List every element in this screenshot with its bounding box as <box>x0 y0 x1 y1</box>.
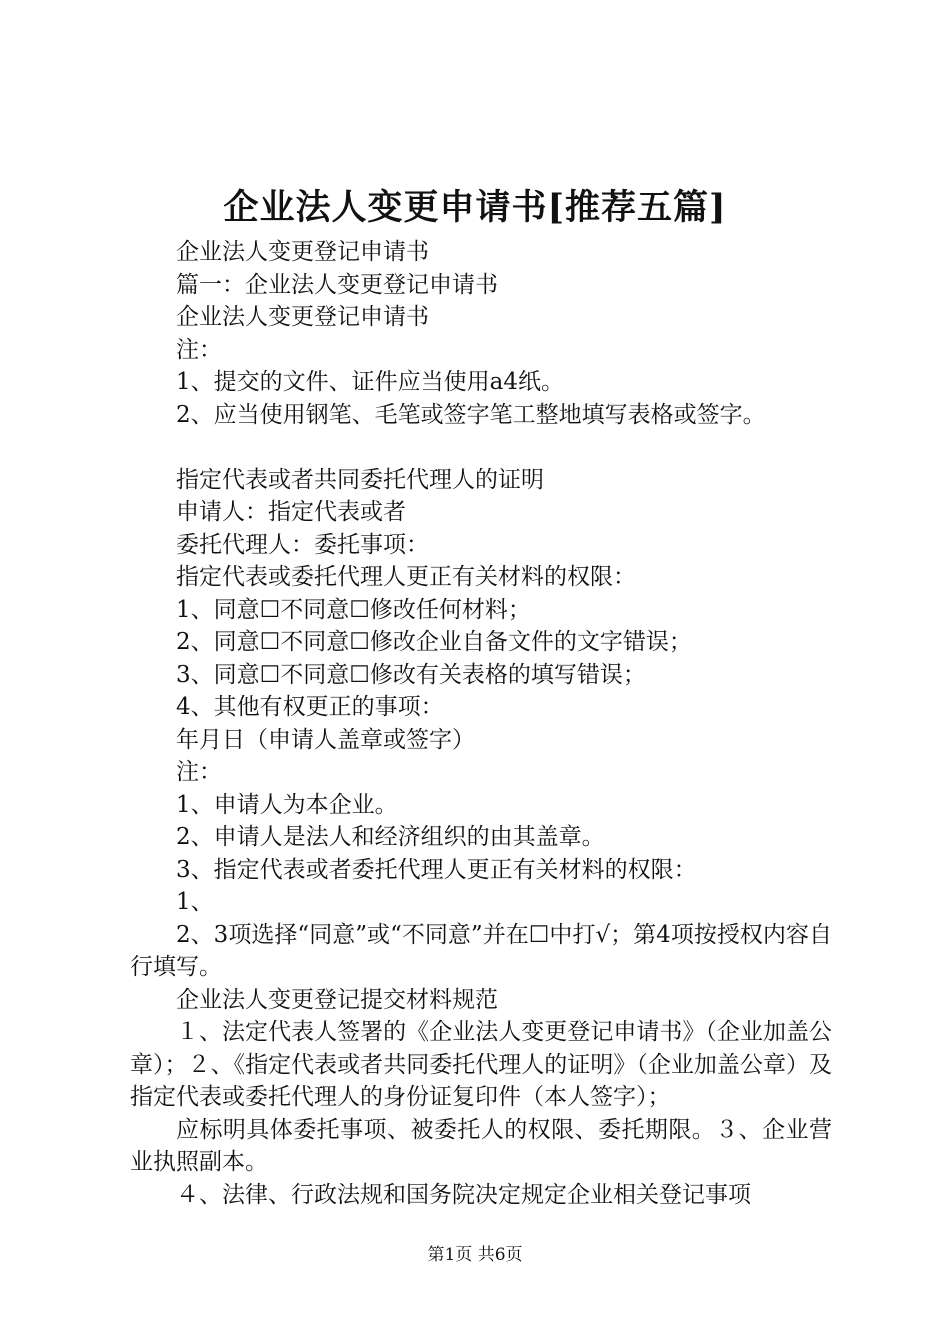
paragraph: 应标明具体委托事项、被委托人的权限、委托期限。３、企业营业执照副本。 <box>130 1116 832 1175</box>
permission-item: 1、同意☐不同意☐修改任何材料； <box>176 596 531 623</box>
note-item: 2、申请人是法人和经济组织的由其盖章。 <box>176 824 605 850</box>
permission-item: 3、同意☐不同意☐修改有关表格的填写错误； <box>176 661 646 688</box>
document-title: 企业法人变更申请书[推荐五篇] <box>223 187 727 228</box>
section-heading: 篇一：企业法人变更登记申请书 <box>176 271 498 298</box>
note-item: 2、3项选择“同意”或“不同意”并在☐中打√；第4项按授权内容自行填写。 <box>130 921 832 980</box>
paragraph: １、法定代表人签署的《企业法人变更登记申请书》（企业加盖公章）；２、《指定代表或者共同委托代理人的证明》（企业加盖公章）及指定代表或委托代理人的身份证复印件（本人签字）； <box>130 1019 832 1110</box>
note-item: 1、 <box>176 889 214 915</box>
document-body <box>130 236 832 1211</box>
signature-line: 年月日（申请人盖章或签字） <box>176 726 475 753</box>
note-item: 1、提交的文件、证件应当使用a4纸。 <box>176 369 564 395</box>
note-label: 注： <box>176 759 222 785</box>
paragraph: 企业法人变更登记申请书 <box>176 304 429 330</box>
paragraph: 指定代表或者共同委托代理人的证明 <box>176 466 544 493</box>
note-item: 3、指定代表或者委托代理人更正有关材料的权限： <box>176 856 697 883</box>
paragraph: 企业法人变更登记申请书 <box>176 239 429 265</box>
note-item: 1、申请人为本企业。 <box>176 791 398 818</box>
permission-item: 2、同意☐不同意☐修改企业自备文件的文字错误； <box>176 629 692 655</box>
paragraph: ４、法律、行政法规和国务院决定规定企业相关登记事项 <box>176 1181 751 1208</box>
page-footer: 第1页 共6页 <box>427 1245 523 1265</box>
blank-line <box>130 431 832 464</box>
note-item: 2、应当使用钢笔、毛笔或签字笔工整地填写表格或签字。 <box>176 401 766 428</box>
paragraph: 指定代表或委托代理人更正有关材料的权限： <box>176 564 636 590</box>
paragraph: 委托代理人：委托事项： <box>176 531 429 558</box>
note-label: 注： <box>176 336 222 363</box>
section-heading: 企业法人变更登记提交材料规范 <box>176 986 498 1013</box>
permission-item: 4、其他有权更正的事项： <box>176 694 444 720</box>
paragraph: 申请人：指定代表或者 <box>176 499 406 525</box>
